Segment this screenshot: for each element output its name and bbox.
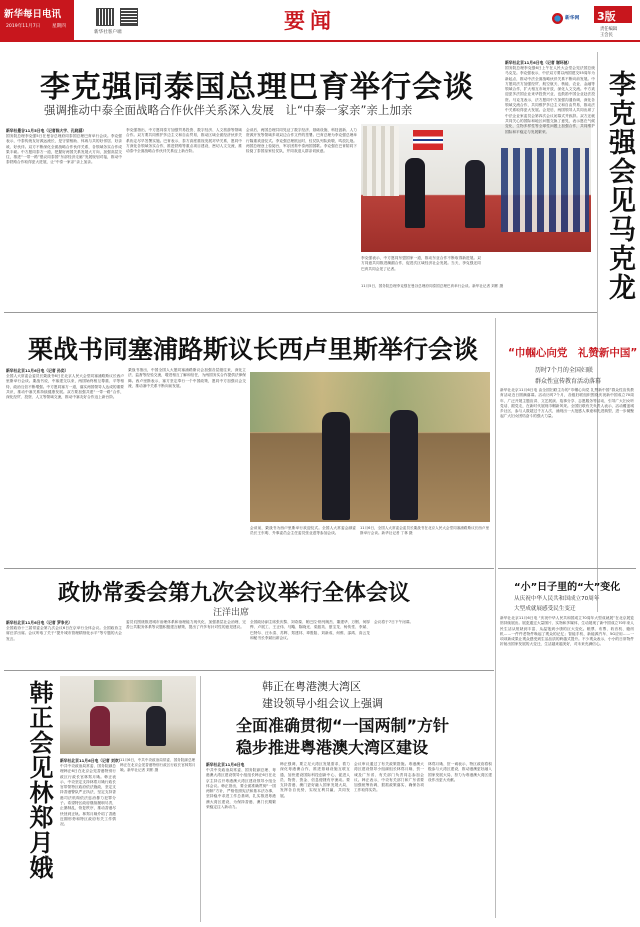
app-label: 新华社客户端 — [94, 30, 122, 35]
story2-caption: 11月6日，全国人大常委会委员长栗战书在北京人民大会堂同塞浦路斯议长西卢里斯举行会谈。新华社记者 丁林 摄 — [360, 526, 490, 535]
story2-photo-figure-left — [322, 412, 350, 520]
small-story-title: “小”日子里的“大”变化 — [514, 582, 621, 593]
section-title: 要闻 — [284, 9, 336, 33]
side-story-dateline: 新华社北京11月6日电（记者 谢环驰） — [505, 60, 572, 65]
story1-caption: 11月5日，国务院总理李克强在曼谷总理府同泰国总理巴育举行会谈。新华社记者 刘彬 摄 — [361, 284, 504, 288]
app-qr-code-icon — [120, 8, 138, 26]
story2-body-col2: 栗战书指出，中国全国人大愿同塞浦路斯议会加强各层级往来，深化立法、监督等经验交流，增进相互了解和信任，为两国务实合作提供法律保障。西卢里斯表示，塞方坚定奉行一个中国政策，愿同中方加强议会交流，推动塞中关系不断向前发展。 — [128, 368, 246, 388]
story3-byline: 汪洋出席 — [213, 608, 250, 618]
story2-photo-figure-right — [390, 410, 418, 520]
han-zheng-photo-figure-left — [90, 706, 110, 746]
story1-photo-flags — [413, 130, 443, 150]
story4-headline: 全面准确贯彻“一国两制”方针 — [236, 716, 450, 735]
story4-body-col4: 林郑月娥、贺一诚表示，特区政府将积极参与大湾区建设，推动港澳更好融入国家发展大局，努力为粤港澳大湾区建设作出更大贡献。 — [428, 762, 492, 782]
story4-headline2: 稳步推进粤港澳大湾区建设 — [236, 738, 429, 757]
story4-body-col3: 会议审议通过了有关政策措施。粤港澳大湾区建设领导小组副组长林郑月娥、贺一诚及广东省、有关部门负责同志参加会议。韩正表示，中央有关部门和广东省要加强统筹协调，狠抓政策落实，确保各项工作取得实效。 — [354, 762, 424, 793]
story1-body-col3: 会谈后，两国总理共同见证了数字经济、基础设施、科技创新、人力资源开发等领域多项双边合作文件的签署。巴育总理为李克强总理举行隆重欢迎仪式。李克强总理抵达时，仪仗队列队致敬，鸣放礼炮。两国总理登上检阅台，军乐团奏中泰两国国歌。李克强在巴育陪同下检阅了泰国皇家仪仗队，并同欢迎人群亲切致意。 — [246, 128, 357, 154]
xinhua-logo-icon — [552, 13, 563, 24]
story1-body-col1: 国务院总理李克强5日在曼谷总理府同泰国总理巴育举行会谈。李克强表示，中泰传统友好源远流长，是守望相助、休戚与共的好邻居、好亲戚、好伙伴。双方不断深化全面战略合作伙伴关系，各领域务实合作成果丰硕。中方愿同泰方一道，把握好两国关系发展大方向，加强高层交往，推进“一带一路”倡议同泰国“东部经济走廊”发展规划对接，推动中泰铁路合作取得更大进展，让“中泰一家亲”亲上加亲。 — [6, 134, 122, 165]
story2-body-col1: 全国人大常委会委员长栗战书6日在北京人民大会堂同塞浦路斯议长西卢里斯举行会谈。栗战书说，中塞建交以来，两国始终相互尊重、平等相待，政治互信不断增强。中方愿同塞方一道，落实两国领导人达成的重要共识，推动中塞关系持续健康发展。双方要加强共建“一带一路”合作，深化经贸、投资、人文等领域交流，推动中塞友好合作迈上新台阶。 — [6, 374, 124, 400]
story3-dateline: 新华社北京11月6日电（记者 罗争光） — [6, 620, 73, 625]
han-zheng-photo — [60, 676, 196, 754]
story3-bottom-rule — [4, 670, 494, 671]
women-campaign-subtitle2: 群众性宣传教育活动落幕 — [535, 378, 602, 385]
story2-photo — [250, 372, 490, 522]
issue-date: 2019年11月7日 — [6, 24, 41, 29]
right-column-rule — [495, 318, 496, 918]
story3-body-col2: 委员们围绕推进城市治理体系和治理能力现代化、加强基层社会治理、完善公共服务体系等议题积极建言献策，提出了许多有针对性的意见建议。 — [126, 620, 246, 630]
right-mid-rule — [498, 568, 636, 569]
story3-body-col3: 全国政协副主席张庆黎、刘奇葆、帕巴拉·格列朗杰、董建华、万钢、何厚铧、卢展工、王正伟、马飚、陈晓光、梁振英、夏宝龙、杨传堂、李斌、巴特尔、汪永清、苏辉、郑建邦、辜胜阻、刘新成、何维、邵鸿、高云龙和秘书长李斌出席会议。 — [250, 620, 370, 640]
story2-headline: 栗战书同塞浦路斯议长西卢里斯举行会谈 — [28, 335, 479, 364]
han-zheng-caption: 11月6日，中共中央政治局常委、国务院副总理韩正在北京会见香港特别行政区行政长官林郑月娥。新华社记者 刘彬 摄 — [120, 758, 196, 772]
page-number: 3版 — [597, 10, 616, 23]
story2-body-col3: 会谈前，栗战书为西卢里斯举行欢迎仪式。全国人大常委会副委员长王东明、外事委员会主任委员张业遂等参加会谈。 — [250, 526, 356, 536]
story3-headline: 政协常委会第九次会议举行全体会议 — [58, 581, 411, 606]
han-zheng-column-rule — [200, 676, 201, 922]
women-campaign-body: 新华社北京11月6日电 由全国妇联主办的“巾帼心向党 礼赞新中国”群众性宣传教育活动近日圆满落幕。活动历时7个月，各级妇联组织围绕庆祝新中国成立70周年，广泛开展主题宣讲、文艺展演、故事分享、志愿服务等活动，引导广大妇女听党话、跟党走，在新时代展现巾帼新风采。全国妇联有关负责人表示，活动覆盖城乡社区，参与人数超过千万人次，涌现出一大批感人事迹和先进典型，进一步凝聚起广大妇女团结奋斗的强大力量。 — [500, 388, 634, 419]
story4-body-col1: 中共中央政治局常委、国务院副总理、粤港澳大湾区建设领导小组组长韩正6日在北京主持召开粤港澳大湾区建设领导小组全体会议。韩正指出，要全面准确贯彻“一国两制”方针，严格依照宪法和基本法办事，坚持稳中求进工作总基调，扎实推进粤港澳大湾区建设，为保持香港、澳门长期繁荣稳定注入新动力。 — [206, 768, 276, 810]
story4-body-col2: 韩正强调，要立足大湾区发展需求，着力深化粤港澳合作，推进基础设施互联互通，加快建设国际科技创新中心，促进人员、物资、资金、信息便捷有序流动。要支持香港、澳门更好融入国家发展大局，发挥各自优势，实现互利共赢、共同发展。 — [280, 762, 350, 798]
han-zheng-photo-painting — [94, 680, 162, 702]
story1-photo-figure-right — [465, 160, 485, 228]
side-story-title: 李克强会见马克龙 — [604, 70, 635, 302]
story2-photo-mural — [250, 372, 490, 432]
small-story-sub2: 大型成就展感受民生变迁 — [514, 606, 576, 612]
story1-dateline: 新华社曼谷11月5日电（记者陈大宇、孔晓涵） — [6, 128, 87, 133]
editor-name: 王会民 — [600, 33, 613, 38]
small-story-body: 新华社北京11月6日电 “庆祝中华人民共和国成立70周年大型成就展”在北京展览馆持续展出。展览通过大量图片、实物和多媒体，生动展现了新中国成立70年来人民生活从短缺到丰富、从温饱到小康的巨大变化。粮票、布票、收音机、缝纫机……一件件老物件唤起了观众的记忆；智能手机、新能源汽车、5G应用……一项项新成果让观众感受到生活品质的跨越式提升。不少观众表示，小小的日常物件折射出国家发展的大变迁，生活越来越美好，对未来充满信心。 — [500, 616, 634, 647]
masthead-left-bar — [0, 0, 74, 40]
issue-weekday: 星期四 — [52, 24, 66, 29]
story1-headline: 李克强同泰国总理巴育举行会谈 — [40, 70, 474, 105]
women-campaign-title: “巾帼心向党 礼赞新中国” — [508, 347, 638, 359]
site-logo-text: 新华网 — [565, 16, 580, 21]
story4-kicker: 韩正在粤港澳大湾区 — [262, 680, 361, 693]
story3-body-col1: 全国政协十三届常委会第九次会议6日在京举行全体会议。全国政协主席汪洋出席。会议听取了关于“提升城市管理精细化水平”等专题的大会发言。 — [6, 626, 122, 641]
story4-dateline: 新华社北京11月6日电 — [206, 762, 245, 767]
story1-body-col4: 李克强表示，中方愿同东盟国家一道，推动东亚合作不断取得新进展。双方同意共同推进澜湄合作，促进次区域经济社会发展。当天，李克强还同巴育共同会见了记者。 — [361, 256, 481, 271]
story1-photo-columns — [363, 126, 399, 196]
story1-subhead: 强调推动中泰全面战略合作伙伴关系深入发展 让“中泰一家亲”亲上加亲 — [44, 103, 413, 117]
han-zheng-vertical-title: 韩正会见林郑月娥 — [25, 680, 53, 880]
story1-photo-figure-left — [405, 158, 425, 228]
story4-kicker2: 建设领导小组会议上强调 — [262, 697, 383, 710]
han-zheng-body: 中共中央政治局常委、国务院副总理韩正6日在北京会见香港特别行政区行政长官林郑月娥。韩正表示，中央坚定支持林郑月娥行政长官带领特区政府依法施政，坚定支持香港警队严正执法，坚定支持香港司法机构依法惩治暴力犯罪分子。希望特区政府继续履职尽责，止暴制乱，恢复秩序，推动香港尽快回到正轨。林郑月娥介绍了香港近期形势和特区政府有关工作情况。 — [60, 764, 116, 827]
story1-body-col2: 李克强指出，中方愿同泰方加强贸易投资、数字经济、人文旅游等领域合作。双方要共同维护多边主义和自由贸易，推动区域全面经济伙伴关系协定尽早签署实施。巴育表示，泰方高度重视发展对华关系，愿同中方深化各领域务实合作，推进铁路等重点项目建设，密切人文交流，推动泰中全面战略合作伙伴关系迈上新台阶。 — [126, 128, 242, 154]
story2-bottom-rule — [4, 568, 494, 569]
han-zheng-photo-figure-right — [146, 706, 166, 746]
qr-code-icon — [96, 8, 114, 26]
side-story-body: 国务院总理李克强6日上午在人民大会堂会见法国总统马克龙。李克强表示，中法双方要以两国建交55周年为新起点，推动中法全面战略伙伴关系不断向前发展。中方愿同法方加强经贸、航空航天、核能、农业、金融等领域合作，扩大相互市场开放，深化人文交流。中方欢迎更多法国企业来华投资兴业，也鼓励中国企业赴法投资。马克龙表示，法方愿同中方加强沟通协调，深化各领域交流合作，共同维护多边主义和自由贸易，推动法中关系取得更大发展。会见后，两国领导人共同出席了中法企业家委员会第四次会议闭幕式并致辞。双方还就共同关心的国际和地区问题交换了意见，表示愿在气候变化、生物多样性等全球性问题上加强合作，共同维护国际和平稳定与发展繁荣。 — [505, 66, 595, 134]
han-zheng-dateline: 新华社北京11月6日电（记者 刘欢） — [60, 758, 123, 763]
paper-name: 新华每日电讯 — [4, 9, 62, 20]
story2-dateline: 新华社北京11月6日电（记者 孙奕） — [6, 368, 69, 373]
women-campaign-subtitle: 历时7个月的全国妇联 — [535, 367, 593, 374]
masthead-rule — [0, 40, 640, 42]
small-story-sub: 从庆祝中华人民共和国成立70周年 — [514, 596, 600, 602]
story3-body-col4: 会议将于7日下午闭幕。 — [374, 620, 414, 624]
story1-bottom-rule — [4, 312, 597, 313]
editor-label: 责任编辑 — [600, 27, 618, 32]
